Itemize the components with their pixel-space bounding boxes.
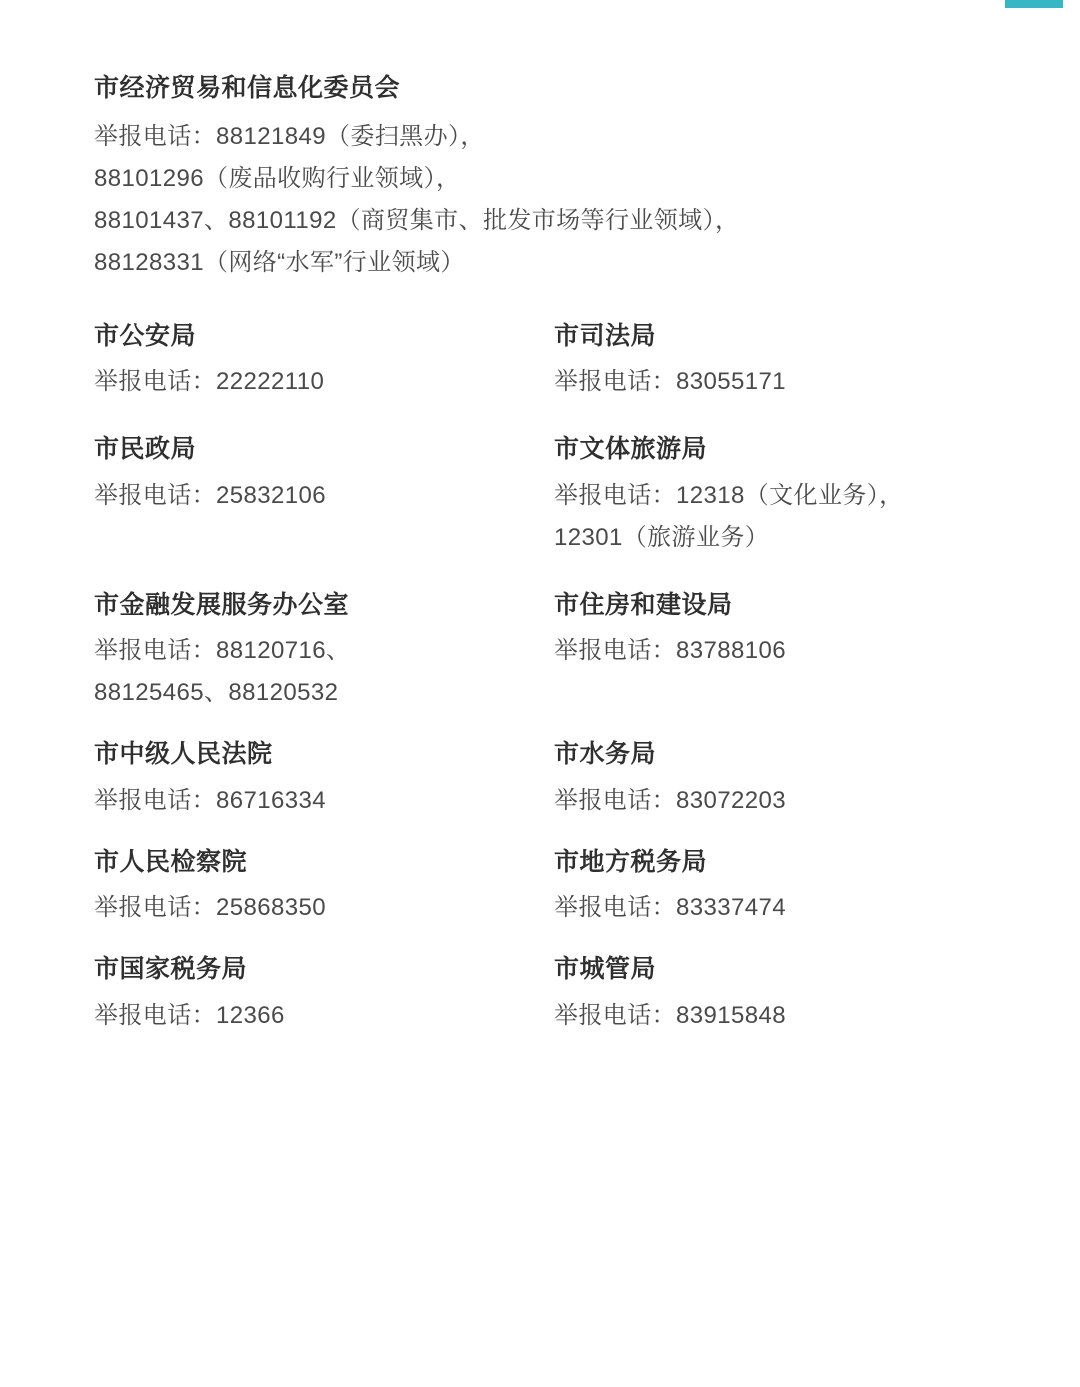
org-title: 市金融发展服务办公室: [94, 590, 350, 619]
org-entry: [554, 951, 994, 1059]
org-phone-line: 举报电话：83055171: [554, 368, 786, 395]
org-phone-line: 举报电话：86716334: [94, 786, 326, 814]
org-title: 市住房和建设局: [554, 590, 733, 619]
org-title: 市中级人民法院: [94, 740, 273, 768]
org-title: 市地方税务局: [554, 847, 708, 876]
org-phone-line: 12301（旅游业务）: [554, 523, 770, 551]
org-phone-line: 举报电话：25832106: [94, 481, 326, 509]
org-entry: [94, 736, 554, 844]
org-phone-line: 举报电话：88121849（委扫黑办），: [94, 122, 485, 150]
org-phone-line: 举报电话：12366: [94, 1001, 285, 1029]
org-phone-line: 举报电话：25868350: [94, 894, 326, 921]
org-phone-line: 举报电话：83072203: [554, 786, 786, 814]
org-entry: [554, 581, 994, 737]
top-accent-bar: [1005, 0, 1063, 8]
org-title: 市城管局: [554, 955, 657, 983]
org-phone-line: 举报电话：83788106: [554, 637, 786, 664]
org-phone-line: 举报电话：12318（文化业务），: [554, 481, 904, 509]
org-title: 市国家税务局: [94, 955, 248, 983]
org-title: 市民政局: [94, 435, 197, 463]
document-body: [94, 70, 994, 1059]
org-entry: [554, 425, 994, 581]
org-phone-line: 举报电话：83915848: [554, 1001, 786, 1029]
org-title: 市公安局: [94, 321, 197, 350]
org-title: 市经济贸易和信息化委员会: [94, 74, 401, 102]
org-phone-line: 88101437、88101192（商贸集市、批发市场等行业领域），: [94, 206, 740, 234]
org-title: 市水务局: [554, 740, 657, 768]
org-entry: [94, 844, 554, 952]
org-entry: [554, 318, 994, 426]
org-title: 市司法局: [554, 321, 657, 350]
org-phone-line: 88125465、88120532: [94, 679, 339, 706]
org-entry: [94, 318, 554, 426]
org-entry: [554, 736, 994, 844]
org-phone-line: 举报电话：83337474: [554, 894, 786, 921]
org-entry: [554, 844, 994, 952]
org-title: 市文体旅游局: [554, 435, 708, 463]
featured-org-block: [94, 70, 994, 284]
org-phone-line: 举报电话：88120716、: [94, 637, 351, 664]
org-phone-line: 88101296（废品收购行业领域），: [94, 164, 461, 192]
org-grid: [94, 318, 994, 1059]
org-entry: [94, 581, 554, 737]
org-entry: [94, 951, 554, 1059]
org-phone-line: 举报电话：22222110: [94, 368, 325, 395]
org-phone-line: 88128331（网络“水军”行业领域）: [94, 248, 465, 276]
org-title: 市人民检察院: [94, 847, 248, 876]
org-entry: [94, 425, 554, 581]
